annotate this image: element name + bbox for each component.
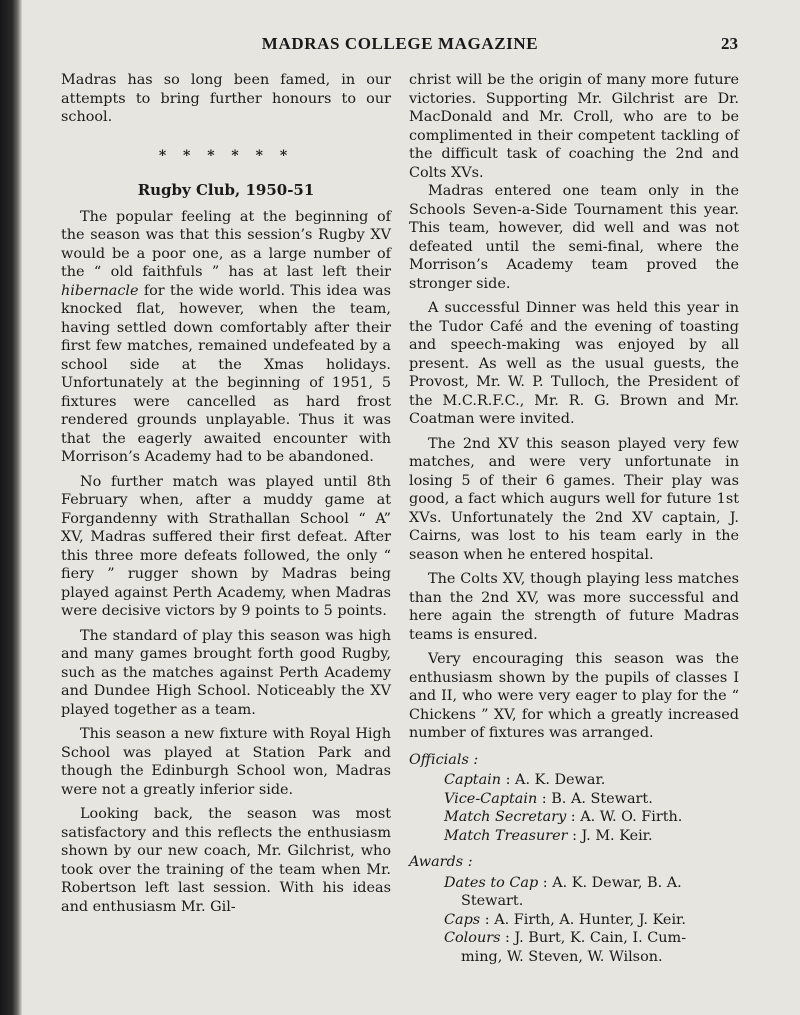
article-paragraph-2: No further match was played until 8th February when, after a muddy game at Forgandenny with Strathallan School “ A” XV, Madras suffered their first defeat. After this three more defeats followed, the only “ fiery ” rugger shown by Madras being played against Perth Academy, when Madras were decisive victors by 9 points to 5 points. [61,473,391,619]
left-column [61,71,391,916]
official-match-secretary: Match Secretary : A. W. O. Firth. [444,809,683,825]
p1-text-b: for the wide world. This idea was knocked flat, however, when the team, having settled down comfortably after their first few matches, remained undefeated by a school side at the Xmas holidays. Unfortunately at the beginning of 1951, 5 fixtures were cancelled as hard frost rendered grounds unplayable. Thus it was that the eagerly awaited encounter with Morrison’s Academy had to be abandoned. [61,282,391,465]
award-names: A. K. Dewar, B. A. [552,874,682,891]
article-paragraph-10: The Colts XV, though playing less matches than the 2nd XV, was more successful and here again the strength of future Madras teams is ensured. [409,571,739,643]
article-paragraph-5: Looking back, the season was most satisfactory and this reflects the enthusiasm shown by our new coach, Mr. Gilchrist, who took over the training of the team when Mr. Robertson left last session. With his ideas and enthusiasm Mr. Gil- [61,806,391,915]
p1-text-a: The popular feeling at the beginning of the season was that this session’s Rugby XV would be a poor one, as a large number of the “ old faithfuls ” has at last left their [61,208,391,280]
award-names: J. Burt, K. Cain, I. Cum- [514,930,687,946]
magazine-title: MADRAS COLLEGE MAGAZINE [261,34,539,53]
awards-label: Awards : [409,854,473,870]
right-column [409,71,739,966]
article-paragraph-3: The standard of play this season was high and many games brought forth good Rugby, such as the matches against Perth Academy and Dundee High School. Noticeably the XV played together as a team. [61,627,391,718]
award-colours-cont: ming, W. Steven, W. Wilson. [461,948,663,965]
award-dates-to-cap-cont: Stewart. [461,893,524,909]
article-paragraph-1 [61,208,391,467]
award-colours: Colours : J. Burt, K. Cain, I. Cum- [444,930,687,946]
article-paragraph-4: This season a new fixture with Royal High School was played at Station Park and though the Edinburgh School won, Madras were not a greatly inferior side. [61,726,391,798]
page-binding-edge [0,0,22,1015]
award-caps: Caps : A. Firth, A. Hunter, J. Keir. [444,911,686,928]
award-role: Caps [444,911,481,928]
award-names: A. Firth, A. Hunter, J. Keir. [494,911,686,928]
section-divider-stars: * * * * * * [158,147,294,164]
official-role: Match Secretary [444,809,567,825]
official-role: Captain [444,772,502,788]
award-role: Dates to Cap [444,874,539,891]
article-paragraph-6: christ will be the origin of many more future victories. Supporting Mr. Gilchrist are Dr. MacDonald and Mr. Croll, who are to be complimented in their competent tackling of the difficult task of coaching the 2nd and Colts XVs. [409,72,739,181]
official-vice-captain: Vice-Captain : B. A. Stewart. [444,790,653,807]
article-paragraph-9: The 2nd XV this season played very few matches, and were very unfortunate in losing 5 of their 6 games. Their play was good, a fact which augurs well for future 1st XVs. Unfortunately the 2nd XV captain, J. Cairns, was lost to his team early in the season when he entered hospital. [409,435,739,563]
article-paragraph-7: Madras entered one team only in the Schools Seven-a-Side Tournament this year. This team, however, did well and was not defeated until the semi-final, where the Morrison’s Academy team proved the stronger side. [409,183,739,292]
officials-label: Officials : [409,751,479,768]
intro-paragraph: Madras has so long been famed, in our attempts to bring further honours to our school. [61,72,391,125]
award-dates-to-cap: Dates to Cap : A. K. Dewar, B. A. [444,874,682,891]
page-header [62,34,738,56]
official-name: B. A. Stewart. [551,790,653,807]
p1-italic-word: hibernacle [61,282,139,299]
award-role: Colours [444,930,501,946]
page-number: 23 [721,34,738,53]
official-name: A. K. Dewar. [515,772,606,788]
official-name: J. M. Keir. [581,827,653,844]
official-role: Match Treasurer [444,827,568,844]
official-name: A. W. O. Firth. [580,809,683,825]
official-match-treasurer: Match Treasurer : J. M. Keir. [444,827,653,844]
article-paragraph-11: Very encouraging this season was the enthusiasm shown by the pupils of classes I and II, who were very eager to play for the “ Chickens ” XV, for which a greatly increased number of fixtures was arranged. [409,651,739,741]
article-heading: Rugby Club, 1950-51 [137,181,315,199]
official-role: Vice-Captain [444,790,538,807]
article-paragraph-8: A successful Dinner was held this year in the Tudor Café and the evening of toasting and speech-making was enjoyed by all present. As well as the usual guests, the Provost, Mr. W. P. Tulloch, the President of the M.C.R.F.C., Mr. R. G. Brown and Mr. Coatman were invited. [409,300,739,427]
official-captain: Captain : A. K. Dewar. [444,772,606,788]
